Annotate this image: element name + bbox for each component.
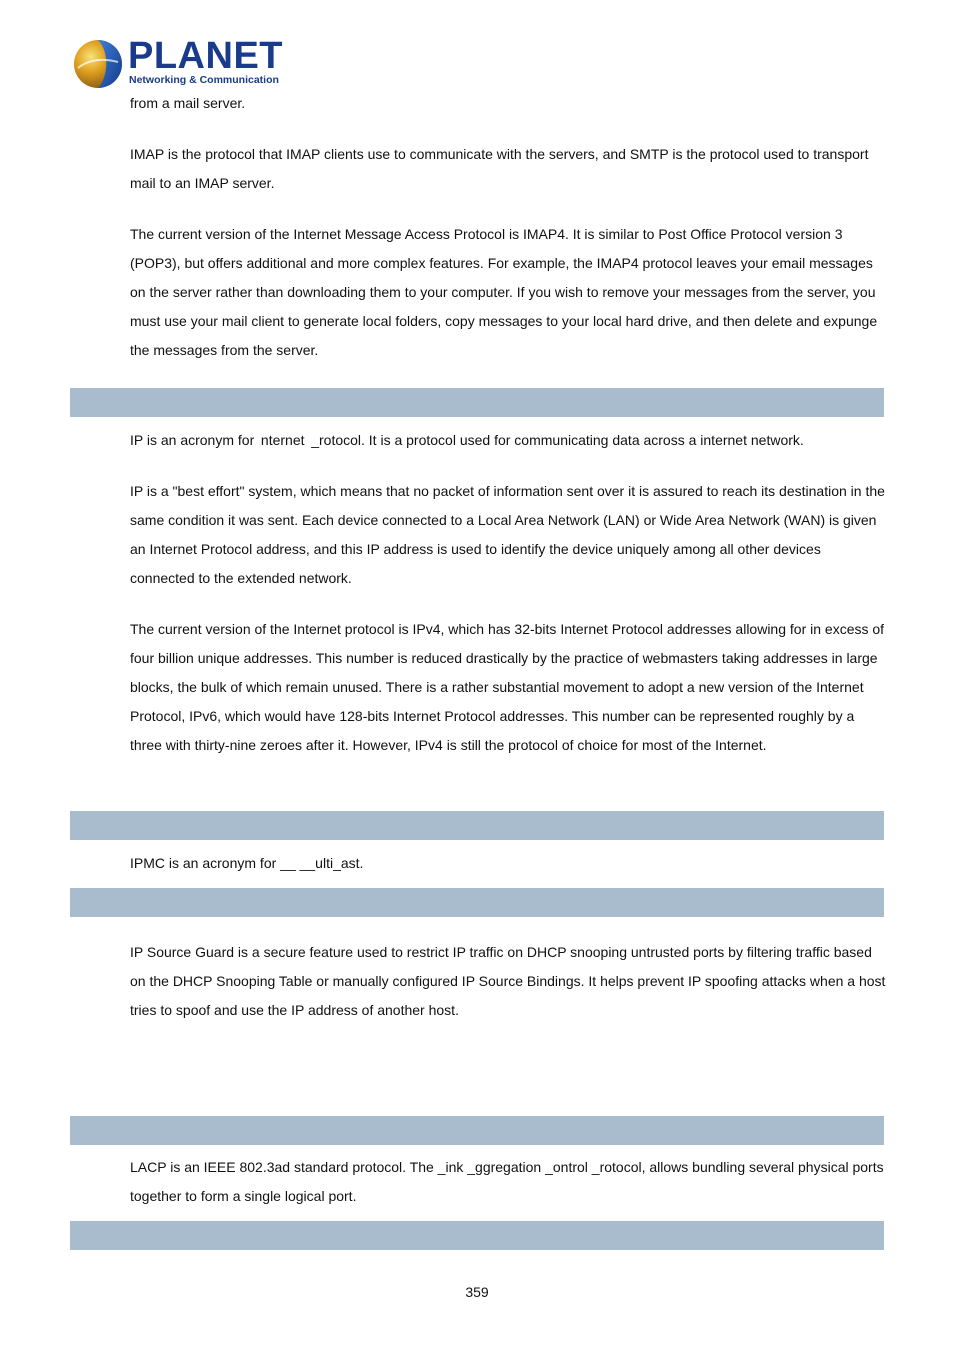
paragraph-ip-acronym: IP is an acronym for nternet _rotocol. It is a protocol used for communicating data across a internet network. xyxy=(130,432,804,448)
globe-icon xyxy=(72,38,124,90)
paragraph-lacp: LACP is an IEEE 802.3ad standard protocol. The _ink _ggregation _ontrol _rotocol, allows bundling several physical ports together to form a single logical port. xyxy=(130,1159,884,1204)
section-header-bar-lacp xyxy=(70,1116,884,1145)
paragraph-mail-server: from a mail server. xyxy=(130,95,246,111)
paragraph-ip-best-effort: IP is a "best effort" system, which means that no packet of information sent over it is assured to reach its destination in the same condition it was sent. Each device connected to a Local Area Network (LAN) or Wide Area Network (WAN) is given an Internet Protocol address, and this IP address is used to identify the device uniquely among all other devices connected to the extended network. xyxy=(130,483,885,586)
logo-tagline: Networking & Communication xyxy=(129,74,279,86)
paragraph-ip-source-guard: IP Source Guard is a secure feature used to restrict IP traffic on DHCP snooping untrusted ports by filtering traffic based on the DHCP Snooping Table or manually configured IP Source Bindings. It helps prevent IP spoofing attacks when a host tries to spoof and use the IP address of another host. xyxy=(130,944,886,1018)
logo-brand-text: PLANET xyxy=(128,35,283,77)
paragraph-ipmc: IPMC is an acronym for __ __ulti_ast. xyxy=(130,855,364,871)
section-header-bar-ip xyxy=(70,388,884,417)
page-number: 359 xyxy=(465,1284,489,1300)
paragraph-imap4: The current version of the Internet Message Access Protocol is IMAP4. It is similar to Post Office Protocol version 3 (POP3), but offers additional and more complex features. For example, the IMAP4 protocol leaves your email messages on the server rather than downloading them to your computer. If you wish to remove your messages from the server, you must use your mail client to generate local folders, copy messages to your local hard drive, and then delete and expunge the messages from the server. xyxy=(130,226,878,358)
section-header-bar-ip-source-guard xyxy=(70,888,884,917)
section-header-bar-ipmc xyxy=(70,811,884,840)
paragraph-imap-smtp: IMAP is the protocol that IMAP clients use to communicate with the servers, and SMTP is the protocol used to transport mail to an IMAP server. xyxy=(130,146,869,191)
paragraph-ipv4: The current version of the Internet protocol is IPv4, which has 32-bits Internet Protocol addresses allowing for in excess of four billion unique addresses. This number is reduced drastically by the practice of webmasters taking addresses in large blocks, the bulk of which remain unused. There is a rather substantial movement to adopt a new version of the Internet Protocol, IPv6, which would have 128-bits Internet Protocol addresses. This number can be represented roughly by a three with thirty-nine zeroes after it. However, IPv4 is still the protocol of choice for most of the Internet. xyxy=(130,621,885,753)
section-header-bar-next xyxy=(70,1221,884,1250)
planet-logo xyxy=(72,35,283,92)
